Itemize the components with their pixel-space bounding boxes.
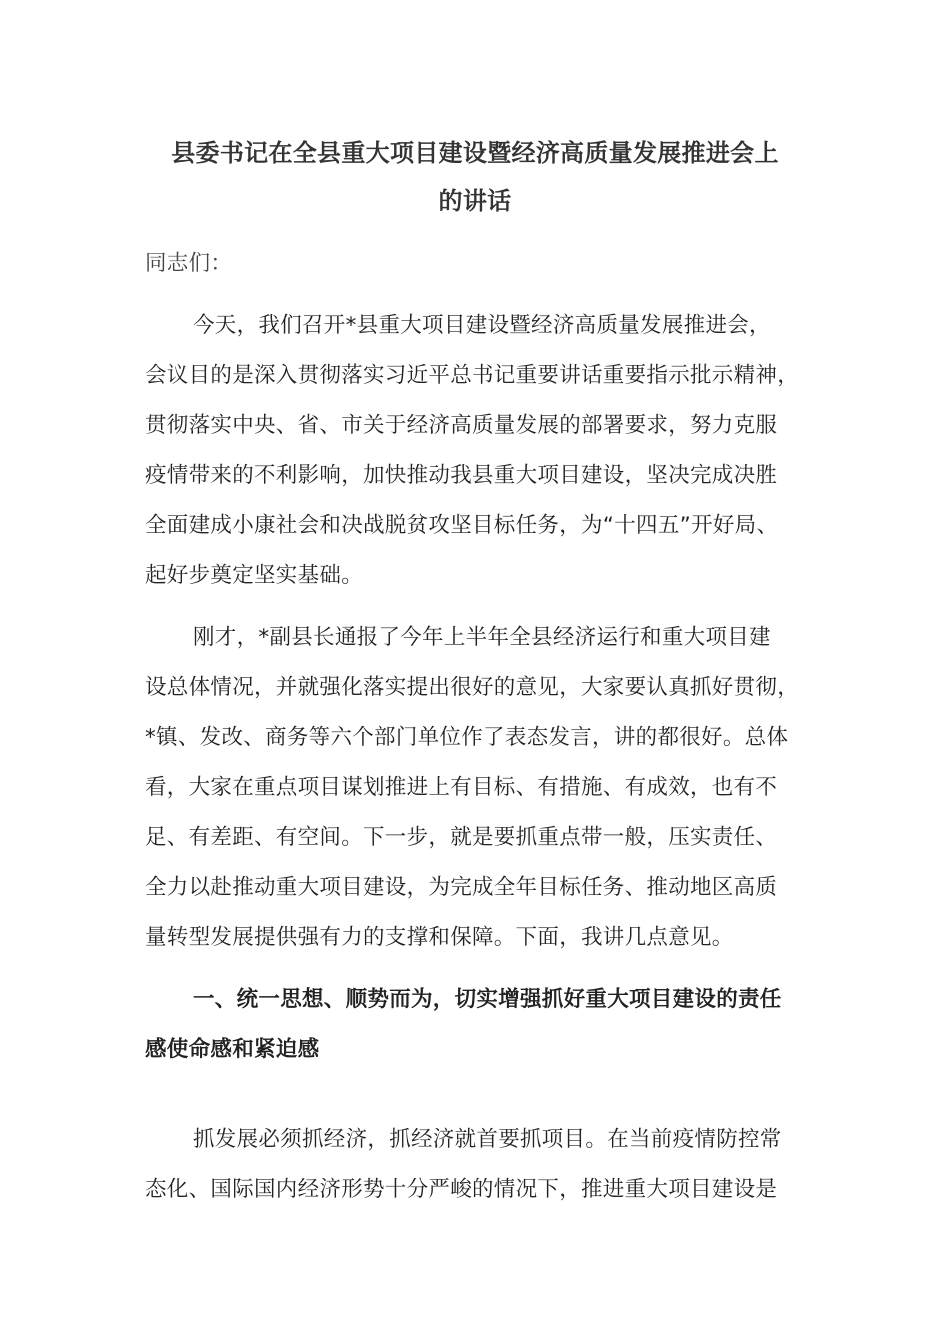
text-line: *镇、发改、商务等六个部门单位作了表态发言，讲的都很好。总体 [145, 725, 789, 750]
title-line: 县委书记在全县重大项目建设暨经济高质量发展推进会上 [171, 139, 779, 167]
paragraph-1 [145, 301, 825, 601]
heading-line: 一、统一思想、顺势而为，切实增强抓好重大项目建设的责任 [193, 987, 782, 1012]
title-line: 的讲话 [438, 187, 512, 215]
heading-line: 感使命感和紧迫感 [145, 1037, 320, 1062]
text-line: 今天，我们召开*县重大项目建设暨经济高质量发展推进会， [193, 313, 771, 338]
greeting [145, 239, 825, 289]
text-line: 设总体情况，并就强化落实提出很好的意见，大家要认真抓好贯彻， [145, 675, 800, 700]
greeting-text: 同志们： [145, 251, 233, 276]
text-line: 疫情带来的不利影响，加快推动我县重大项目建设，坚决完成决胜 [145, 463, 778, 488]
paragraph-3 [145, 1115, 825, 1215]
paragraph-2 [145, 613, 825, 963]
text-line: 起好步奠定坚实基础。 [145, 563, 364, 588]
text-line: 抓发展必须抓经济，抓经济就首要抓项目。在当前疫情防控常 [193, 1127, 782, 1152]
text-line: 贯彻落实中央、省、市关于经济高质量发展的部署要求，努力克服 [145, 413, 778, 438]
text-line: 全面建成小康社会和决战脱贫攻坚目标任务，为“十四五”开好局、 [145, 513, 779, 538]
document-title [140, 129, 810, 225]
text-line: 刚才，*副县长通报了今年上半年全县经济运行和重大项目建 [193, 625, 771, 650]
text-line: 足、有差距、有空间。下一步，就是要抓重点带一般，压实责任、 [145, 825, 778, 850]
text-line: 量转型发展提供强有力的支撑和保障。下面，我讲几点意见。 [145, 925, 734, 950]
text-line: 态化、国际国内经济形势十分严峻的情况下，推进重大项目建设是 [145, 1177, 778, 1202]
text-line: 看，大家在重点项目谋划推进上有目标、有措施、有成效，也有不 [145, 775, 778, 800]
text-line: 会议目的是深入贯彻落实习近平总书记重要讲话重要指示批示精神， [145, 363, 800, 388]
text-line: 全力以赴推动重大项目建设，为完成全年目标任务、推动地区高质 [145, 875, 778, 900]
section-heading-1 [145, 975, 825, 1075]
